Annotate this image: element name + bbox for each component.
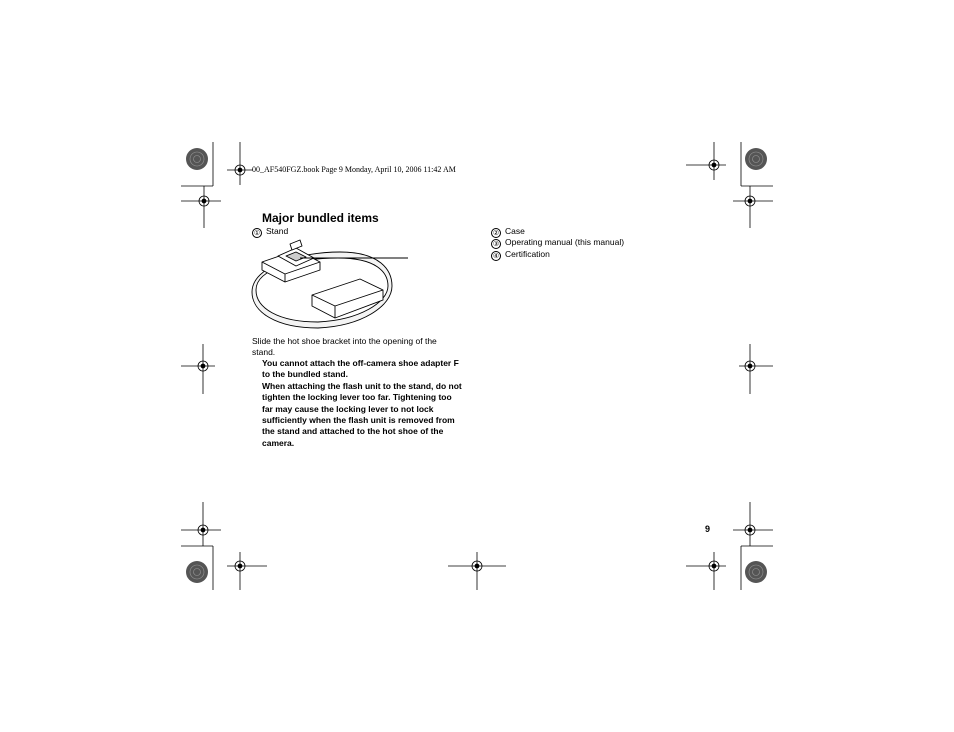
crosshair-icon — [227, 142, 253, 185]
crosshair-icon — [733, 502, 773, 546]
note-line: You cannot attach the off-camera shoe adapter F — [262, 358, 459, 368]
item-number: ① — [253, 230, 261, 237]
note-line: the stand and attached to the hot shoe of the — [262, 426, 444, 437]
instruction-text — [252, 336, 437, 359]
page-number: 9 — [705, 524, 711, 534]
stand-illustration — [252, 240, 408, 328]
item-number: ④ — [492, 253, 500, 260]
crosshair-icon — [739, 344, 773, 394]
crosshair-icon — [733, 186, 773, 228]
crosshair-icon — [181, 186, 221, 228]
crosshair-icon — [686, 142, 726, 180]
note-line: far may cause the locking lever to not lock — [262, 403, 434, 414]
item-label: Case — [505, 226, 525, 236]
item-label: Operating manual (this manual) — [505, 237, 625, 247]
crosshair-icon — [448, 552, 506, 590]
item-number: ② — [492, 230, 500, 237]
note-line: sufficiently when the flash unit is removed from — [262, 415, 455, 426]
note-line: to the bundled stand. — [262, 369, 348, 380]
instruction-line: stand. — [252, 347, 276, 358]
crosshair-icon — [181, 502, 221, 546]
registration-circle-icon — [186, 148, 208, 170]
crosshair-icon — [181, 344, 215, 394]
registration-circle-icon — [186, 561, 208, 583]
print-header: 00_AF540FGZ.book Page 9 Monday, April 10, 2006 11:42 AM — [252, 165, 456, 174]
note-line: camera. — [262, 437, 295, 448]
section-title: Major bundled items — [262, 211, 379, 225]
registration-circle-icon — [745, 148, 767, 170]
crosshair-icon — [686, 552, 726, 590]
instruction-line: Slide the hot shoe bracket into the opening of the — [252, 336, 437, 346]
item-label: Stand — [266, 226, 289, 236]
item-label: Certification — [505, 249, 550, 259]
item-number: ③ — [492, 241, 500, 248]
registration-circle-icon — [745, 561, 767, 583]
note-line: tighten the locking lever too far. Tightening too — [262, 392, 452, 403]
caution-notes — [262, 358, 462, 449]
item-certification — [491, 249, 550, 261]
item-stand — [252, 226, 288, 238]
crosshair-icon — [227, 552, 267, 590]
item-operating-manual — [491, 237, 624, 249]
note-line: When attaching the flash unit to the stand, do not — [262, 380, 462, 391]
